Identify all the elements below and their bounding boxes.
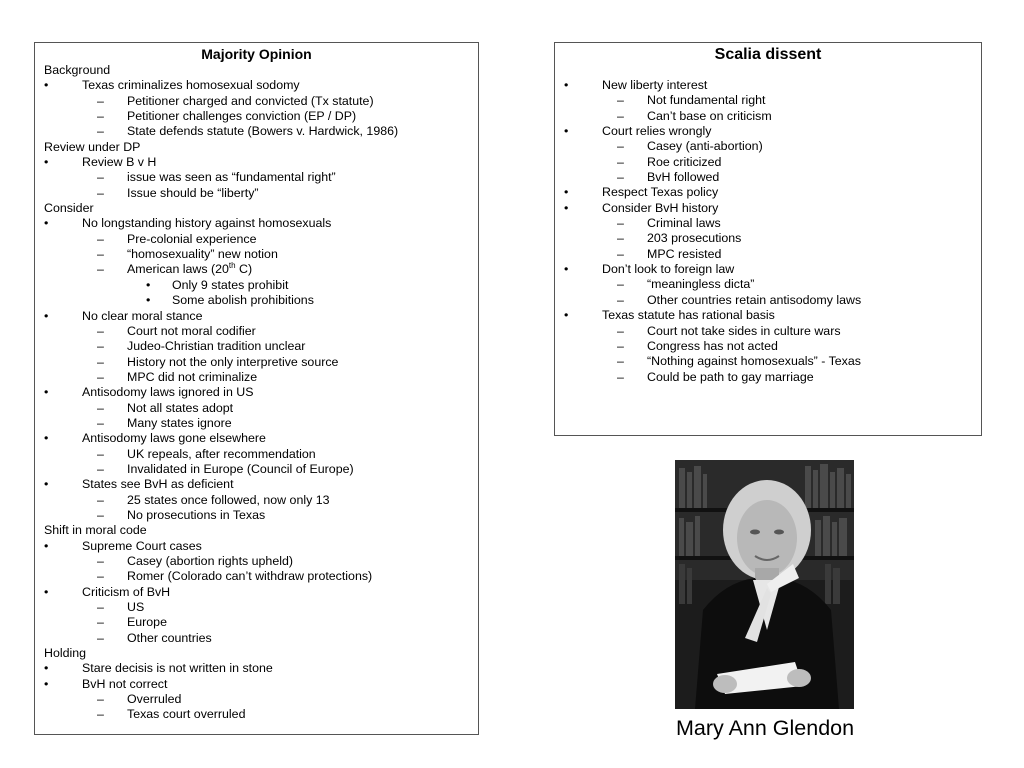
list-item (564, 324, 981, 339)
list-item (44, 278, 478, 293)
bullet-marker: • (44, 78, 49, 93)
item-text-main: MPC resisted (647, 246, 722, 261)
item-text-main: Court relies wrongly (602, 124, 712, 139)
item-text-after: C) (235, 262, 253, 277)
item-text-main: Other countries retain antisodomy laws (647, 292, 862, 307)
item-text-main: Texas court overruled (127, 707, 246, 722)
item-text-main: BvH not correct (82, 676, 168, 691)
item-text-main: Casey (anti-abortion) (647, 139, 763, 154)
dash-marker: – (97, 400, 104, 415)
item-text-main: Antisodomy laws gone elsewhere (82, 431, 266, 446)
list-item (44, 370, 478, 385)
item-text-main: Respect Texas policy (602, 185, 719, 200)
bullet-marker: • (44, 308, 49, 323)
dash-marker: – (97, 615, 104, 630)
dash-marker: – (617, 292, 624, 307)
item-text (127, 355, 338, 370)
bullet-marker: • (44, 661, 49, 676)
list-item (44, 677, 478, 692)
list-item (44, 293, 478, 308)
item-text (82, 216, 331, 231)
item-text-main: Don’t look to foreign law (602, 262, 735, 277)
item-text (127, 186, 259, 201)
list-item (44, 692, 478, 707)
item-text-main: “meaningless dicta” (647, 277, 755, 292)
list-item (44, 615, 478, 630)
dash-marker: – (97, 415, 104, 430)
list-item (44, 477, 478, 492)
item-text (647, 93, 765, 108)
list-item (564, 247, 981, 262)
item-text (127, 600, 144, 615)
item-text-main: History not the only interpretive source (127, 354, 339, 369)
list-item (44, 155, 478, 170)
item-text (44, 646, 86, 661)
item-text-main: 203 prosecutions (647, 231, 742, 246)
item-text-main: Not fundamental right (647, 93, 766, 108)
item-text (647, 247, 721, 262)
item-text-main: Texas statute has rational basis (602, 308, 775, 323)
item-text (82, 477, 234, 492)
scalia-dissent-title: Scalia dissent (714, 46, 822, 63)
list-item (44, 539, 478, 554)
list-item (44, 124, 478, 139)
dash-marker: – (97, 124, 104, 139)
bullet-marker: • (44, 431, 49, 446)
section-heading (44, 646, 478, 661)
item-text (602, 78, 707, 93)
dash-marker: – (97, 707, 104, 722)
item-text-main: UK repeals, after recommendation (127, 446, 316, 461)
item-text-main: Background (44, 63, 111, 77)
dash-marker: – (97, 185, 104, 200)
list-item (564, 293, 981, 308)
list-item (564, 308, 981, 323)
item-text-main: American laws (20 (127, 262, 229, 277)
item-text (647, 109, 772, 124)
bullet-marker: • (564, 308, 569, 323)
item-text-main: Judeo-Christian tradition unclear (127, 339, 306, 354)
item-text-main: States see BvH as deficient (82, 477, 234, 492)
dash-marker: – (617, 216, 624, 231)
list-item (44, 232, 478, 247)
list-item (564, 155, 981, 170)
item-text-main: issue was seen as “fundamental right” (127, 170, 336, 185)
list-item (44, 170, 478, 185)
dash-marker: – (97, 247, 104, 262)
list-item (44, 554, 478, 569)
list-item (564, 277, 981, 292)
item-text (172, 278, 288, 293)
list-item (44, 262, 478, 277)
section-heading (44, 201, 478, 216)
bullet-marker: • (44, 155, 49, 170)
item-text-main: Other countries (127, 630, 212, 645)
item-text-main: “homosexuality” new notion (127, 247, 278, 262)
dash-marker: – (97, 630, 104, 645)
item-text-main: Only 9 states prohibit (172, 277, 289, 292)
item-text-main: MPC did not criminalize (127, 369, 258, 384)
item-text (127, 615, 167, 630)
item-text (127, 631, 212, 646)
dash-marker: – (617, 139, 624, 154)
item-text (127, 692, 181, 707)
item-text (127, 462, 354, 477)
item-text (127, 401, 233, 416)
list-item (44, 585, 478, 600)
item-text-main: Europe (127, 615, 167, 630)
dash-marker: – (97, 692, 104, 707)
dash-marker: – (97, 507, 104, 522)
item-text-main: Court not moral codifier (127, 323, 256, 338)
list-item (44, 661, 478, 676)
item-text (127, 170, 336, 185)
item-text (602, 185, 718, 200)
dash-marker: – (617, 338, 624, 353)
dash-marker: – (97, 369, 104, 384)
item-text (647, 139, 763, 154)
item-text (127, 554, 293, 569)
item-text (647, 339, 778, 354)
list-item (44, 385, 478, 400)
item-text (82, 385, 254, 400)
bullet-marker: • (44, 584, 49, 599)
item-text-main: Petitioner challenges conviction (EP / DP) (127, 109, 357, 124)
list-item (44, 78, 478, 93)
scalia-dissent-outline (555, 78, 981, 385)
item-text-main: Roe criticized (647, 154, 722, 169)
section-heading (44, 523, 478, 538)
item-text-main: Shift in moral code (44, 523, 147, 538)
item-text (647, 155, 721, 170)
list-item (44, 431, 478, 446)
dash-marker: – (97, 461, 104, 476)
bullet-marker: • (146, 277, 151, 292)
item-text-main: Romer (Colorado can’t withdraw protections) (127, 569, 373, 584)
dash-marker: – (97, 492, 104, 507)
bullet-marker: • (146, 293, 151, 308)
item-text-main: Casey (abortion rights upheld) (127, 554, 293, 568)
item-text (127, 247, 278, 262)
dash-marker: – (617, 108, 624, 123)
list-item (564, 201, 981, 216)
item-text-main: Court not take sides in culture wars (647, 323, 841, 338)
dash-marker: – (97, 554, 104, 568)
item-text-main: Congress has not acted (647, 338, 778, 353)
item-text (602, 262, 734, 277)
item-text-main: Supreme Court cases (82, 538, 202, 553)
item-text-main: Some abolish prohibitions (172, 293, 314, 308)
item-text-main: Issue should be “liberty” (127, 185, 259, 200)
item-text (82, 585, 170, 600)
list-item (564, 370, 981, 385)
dash-marker: – (617, 93, 624, 108)
section-heading (44, 140, 478, 155)
dash-marker: – (97, 262, 104, 277)
bullet-marker: • (44, 216, 49, 231)
list-item (564, 216, 981, 231)
item-text-main: BvH followed (647, 170, 720, 185)
item-text-main: Pre-colonial experience (127, 231, 257, 246)
item-text (82, 78, 300, 93)
bullet-marker: • (44, 538, 49, 553)
dash-marker: – (97, 569, 104, 584)
item-text-main: Could be path to gay marriage (647, 369, 814, 384)
bullet-marker: • (564, 185, 569, 200)
item-text (44, 140, 140, 155)
list-item (564, 339, 981, 354)
item-text-main: Consider (44, 201, 94, 216)
item-text-main: Invalidated in Europe (Council of Europe) (127, 461, 354, 476)
bullet-marker: • (44, 676, 49, 691)
photo-caption: Mary Ann Glendon (676, 716, 855, 740)
dash-marker: – (97, 600, 104, 615)
list-item (564, 170, 981, 185)
item-text-main: Can’t base on criticism (647, 108, 772, 123)
list-item (44, 600, 478, 615)
list-item (44, 569, 478, 584)
item-text-main: No prosecutions in Texas (127, 507, 266, 522)
list-item (44, 247, 478, 262)
item-text (647, 170, 719, 185)
item-text (127, 109, 356, 124)
dash-marker: – (97, 93, 104, 108)
majority-opinion-title: Majority Opinion (201, 46, 312, 62)
dash-marker: – (617, 354, 624, 369)
item-text (647, 277, 754, 292)
item-text (127, 370, 257, 385)
item-text-main: Many states ignore (127, 415, 232, 430)
bullet-marker: • (564, 262, 569, 277)
list-item (564, 109, 981, 124)
list-item (44, 355, 478, 370)
item-text-main: Overruled (127, 692, 182, 707)
item-text-main: “Nothing against homosexuals” - Texas (647, 354, 861, 369)
bullet-marker: • (564, 78, 569, 92)
list-item (44, 493, 478, 508)
item-text-main: Texas criminalizes homosexual sodomy (82, 78, 300, 93)
bullet-marker: • (44, 385, 49, 400)
item-text (602, 201, 718, 216)
list-item (44, 94, 478, 109)
item-text (82, 431, 266, 446)
item-text-main: Criminal laws (647, 216, 721, 231)
item-text (82, 677, 167, 692)
list-item (564, 262, 981, 277)
list-item (44, 416, 478, 431)
item-text-main: US (127, 600, 145, 615)
bullet-marker: • (44, 477, 49, 492)
item-superscript: th (228, 261, 236, 271)
item-text (82, 155, 156, 170)
list-item (44, 401, 478, 416)
list-item (564, 78, 981, 93)
majority-opinion-outline (35, 63, 478, 723)
item-text (44, 63, 110, 78)
item-text (82, 309, 203, 324)
list-item (44, 339, 478, 354)
item-text (602, 308, 775, 323)
item-text (82, 661, 273, 676)
dash-marker: – (617, 369, 624, 384)
item-text (647, 370, 814, 385)
item-text (172, 293, 314, 308)
majority-opinion-box (34, 42, 479, 735)
item-text-main: Stare decisis is not written in stone (82, 661, 273, 676)
item-text-main: 25 states once followed, now only 13 (127, 492, 330, 507)
item-text (647, 216, 721, 231)
dash-marker: – (617, 246, 624, 261)
bullet-marker: • (564, 200, 569, 215)
item-text (602, 124, 712, 139)
item-text-main: Review B v H (82, 155, 157, 170)
list-item (564, 231, 981, 246)
item-text (44, 523, 147, 538)
bullet-marker: • (564, 124, 569, 139)
item-text (127, 324, 256, 339)
list-item (564, 124, 981, 139)
item-text-main: Holding (44, 646, 87, 661)
list-item (44, 707, 478, 722)
portrait-photo (675, 460, 854, 709)
list-item (44, 216, 478, 231)
list-item (44, 508, 478, 523)
item-text-main: Review under DP (44, 139, 141, 154)
item-text (82, 539, 202, 554)
dash-marker: – (97, 354, 104, 369)
dash-marker: – (97, 446, 104, 461)
list-item (44, 324, 478, 339)
item-text (127, 416, 232, 431)
dash-marker: – (617, 323, 624, 338)
list-item (564, 139, 981, 154)
item-text-main: New liberty interest (602, 78, 708, 92)
dash-marker: – (617, 170, 624, 185)
item-text (647, 231, 741, 246)
item-text (127, 447, 316, 462)
dash-marker: – (97, 339, 104, 354)
list-item (564, 185, 981, 200)
list-item (44, 186, 478, 201)
dash-marker: – (97, 323, 104, 338)
item-text (127, 339, 305, 354)
item-text (127, 94, 374, 109)
item-text-main: State defends statute (Bowers v. Hardwick, 1986) (127, 124, 399, 139)
list-item (564, 354, 981, 369)
item-text-main: Petitioner charged and convicted (Tx statute) (127, 93, 374, 108)
item-text (127, 508, 265, 523)
list-item (564, 93, 981, 108)
dash-marker: – (97, 109, 104, 124)
section-heading (44, 63, 478, 78)
dash-marker: – (617, 277, 624, 292)
item-text-main: Antisodomy laws ignored in US (82, 385, 254, 400)
item-text (127, 262, 252, 277)
item-text-main: Not all states adopt (127, 400, 234, 415)
item-text-main: No longstanding history against homosexuals (82, 216, 332, 231)
list-item (44, 109, 478, 124)
list-item (44, 462, 478, 477)
dash-marker: – (617, 154, 624, 169)
item-text (44, 201, 94, 216)
item-text-main: Criticism of BvH (82, 584, 171, 599)
dash-marker: – (617, 231, 624, 246)
item-text (127, 232, 257, 247)
dash-marker: – (97, 231, 104, 246)
list-item (44, 447, 478, 462)
item-text (647, 324, 841, 339)
list-item (44, 631, 478, 646)
item-text-main: No clear moral stance (82, 308, 203, 323)
item-text (127, 707, 245, 722)
scalia-dissent-box (554, 42, 982, 436)
list-item (44, 309, 478, 324)
item-text (127, 124, 398, 139)
item-text-main: Consider BvH history (602, 200, 719, 215)
item-text (127, 493, 330, 508)
dash-marker: – (97, 170, 104, 185)
item-text (127, 569, 372, 584)
item-text (647, 354, 861, 369)
item-text (647, 293, 861, 308)
